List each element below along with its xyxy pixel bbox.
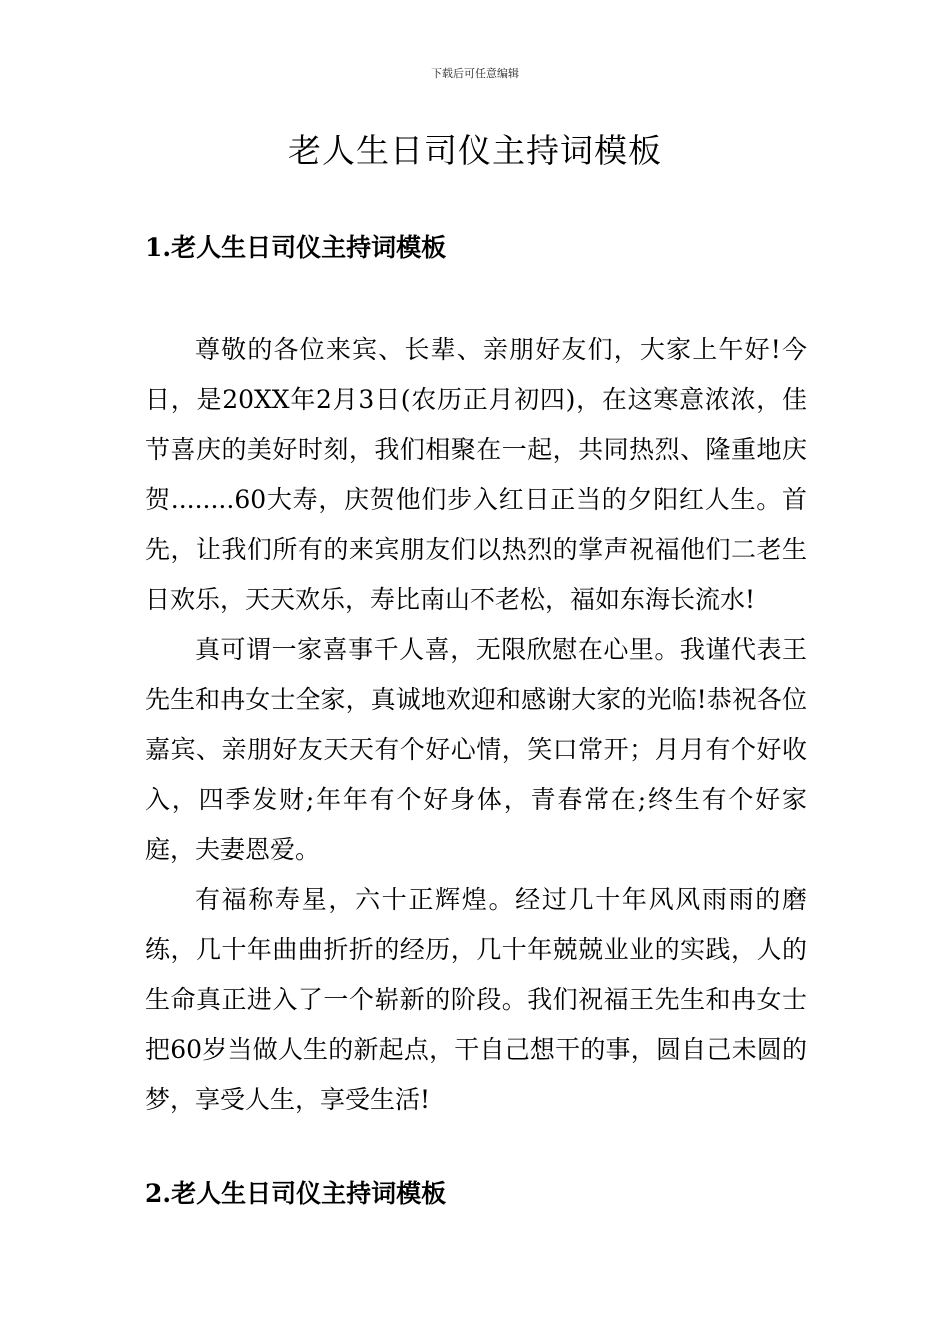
paragraph-1: 尊敬的各位来宾、长辈、亲朋好友们，大家上午好!今日，是20XX年2月3日(农历正月初四)，在这寒意浓浓，佳节喜庆的美好时刻，我们相聚在一起，共同热烈、隆重地庆贺........60大寿，庆贺他们步入红日正当的夕阳红人生。首先，让我们所有的来宾朋友们以热烈的掌声祝福他们二老生日欢乐，天天欢乐，寿比南山不老松，福如东海长流水! xyxy=(145,335,807,614)
header-note: 下载后可任意编辑 xyxy=(431,67,519,80)
paragraph-3: 有福称寿星，六十正辉煌。经过几十年风风雨雨的磨练，几十年曲曲折折的经历，几十年兢兢业业的实践，人的生命真正进入了一个崭新的阶段。我们祝福王先生和冉女士把60岁当做人生的新起点，干自己想干的事，圆自己未圆的梦，享受人生，享受生活! xyxy=(145,885,807,1114)
document-title: 老人生日司仪主持词模板 xyxy=(288,131,662,170)
section-heading-2: 2.老人生日司仪主持词模板 xyxy=(145,1179,447,1208)
section-1-body xyxy=(145,325,807,1125)
section-heading-1: 1.老人生日司仪主持词模板 xyxy=(145,233,447,262)
paragraph-2: 真可谓一家喜事千人喜，无限欣慰在心里。我谨代表王先生和冉女士全家，真诚地欢迎和感谢大家的光临!恭祝各位嘉宾、亲朋好友天天有个好心情，笑口常开；月月有个好收入，四季发财;年年有个好身体，青春常在;终生有个好家庭，夫妻恩爱。 xyxy=(145,635,807,864)
